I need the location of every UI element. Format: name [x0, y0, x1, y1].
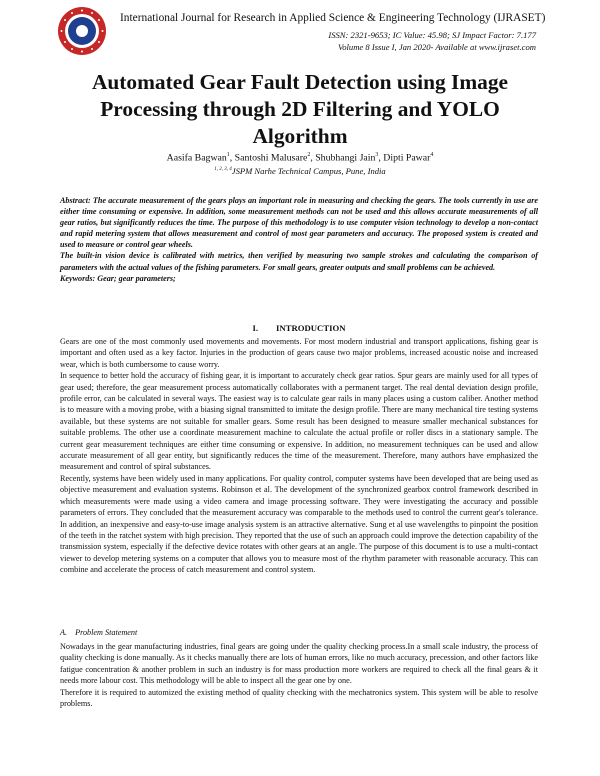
- journal-name: International Journal for Research in Applied Science & Engineering Technology (IJRASET): [120, 12, 546, 24]
- section-heading: [60, 323, 538, 333]
- abstract-paragraph: Abstract: The accurate measurement of the gears plays an important role in measuring and checking the gears. The tools currently in use are either time consuming or expensive. In addition, some measurement methods can not be used and this allows accurate measurements of all gear ratios, but significantly reduces the time. The purpose of this methodology is to use computer vision technology to develop a non-contact and rapid metering system that allows measurement and control of most gear parameters and accuracy. The proposed system is created and used to measure or control gear wheels.: [60, 196, 538, 250]
- author-sup: 4: [430, 152, 434, 158]
- author-name: Santoshi Malusare: [234, 152, 308, 164]
- section-number: I.: [252, 323, 259, 333]
- ijraset-seal-logo: [57, 6, 107, 56]
- paper-title: Automated Gear Fault Detection using Image Processing through 2D Filtering and YOLO Algorithm: [91, 70, 509, 148]
- volume-line: Volume 8 Issue I, Jan 2020- Available at www.ijraset.com: [337, 42, 536, 52]
- keywords: Keywords: Gear; gear parameters;: [60, 273, 176, 283]
- body-paragraph: In sequence to better hold the accuracy of fishing gear, it is important to accurately check gear ratios. Spur gears are mainly used for all types of gear used; therefore, the gear measurement process automatically collaborates with a permanent target. The real dental deviation design profile, profile error, can be calculated in several ways. The easiest way is to calculate gear rails in many places using a custom caliber. Another method is to measure with a moving probe, with a biasing signal transmitted to imitate the design profile. There are many mechanical tire testing systems available, but these systems are not suitable for smaller gears. Some result has been designed to measure smaller mechanical substances for suitable problems. The other use a coordinate measurement machine to calculate the actual profile or roller discs in a stationary sample. The current gear measurement techniques are either time consuming or expensive. In addition, no measurement techniques can be used and allow accurate measurement of all gear entity, but significantly reduces the time of the measurement. Therefore, many authors have emphasized the measurement and control of spiral substances.: [60, 371, 538, 472]
- subsection-title: Problem Statement: [75, 628, 138, 637]
- affiliation-sup: 1, 2, 3, 4: [214, 167, 232, 173]
- body-paragraph: Gears are one of the most commonly used movements and movements. For most modern industrial and transport applications, fishing gear is important and often used as a key factor. Injuries in the production of gears cause two major problems, increased acoustic noise and increased wear, which is both cumbersome to cause worry.: [60, 337, 538, 369]
- body-paragraph: Therefore it is required to automized the existing method of quality checking with the mechatronics system. This system will be able to resolve problems.: [60, 687, 538, 709]
- affiliation: [60, 166, 540, 176]
- subsection-body: [60, 641, 538, 709]
- subsection-heading: [60, 628, 137, 637]
- section-body: [60, 336, 538, 576]
- author-list: Aasifa Bagwan$^1$, Santoshi Malusare$^2$, Shubhangi Jain$^3$, Dipti Pawar$^4$: [166, 152, 434, 164]
- subsection-label: A.: [60, 628, 68, 637]
- abstract: [60, 195, 538, 284]
- body-paragraph: Nowadays in the gear manufacturing industries, final gears are going under the quality checking process.In a small scale industry, the process of quality checking is done manually. As it checks manually there are lots of human errors, like no much accuracy, precession, and other factors like fatigue concentration & another problem in such an industry is for mass production more workers are required to check all the final gears & it needs more labour cost. This methodology will be able to inspect all the gear one by one.: [60, 642, 538, 686]
- body-paragraph: Recently, systems have been widely used in many applications. For quality control, computer systems have been developed that are being used as objective measurement and evaluation systems. Robinson et al. The development of the synchronized gearbox control framework described in which measurements were made using a video camera and image processing software. They were investigating the accuracy and possible parameters of errors. They concluded that the measurement accuracy was comparable to the methods used to control the current gear's tolerance. In addition, an inexpensive and easy-to-use image analysis system is an attractive alternative. Sung et al use wavelengths to pinpoint the position of the teeth in the ratchet system with high precision. They reported that the use of such an approach could improve the detection capability of the transmission system, especially if the defective device rotates with other gears at an angle. The purpose of this document is to use a multi-contact viewer to develop metering systems on a computer that allows you to measure most of the rhythm parameter with reasonable accuracy. This can combine and accelerate the process of catch measurement and control system.: [60, 473, 538, 575]
- section-title: INTRODUCTION: [276, 323, 346, 333]
- author-name: Dipti Pawar: [383, 152, 431, 164]
- issn-line: ISSN: 2321-9653; IC Value: 45.98; SJ Impact Factor: 7.177: [328, 30, 536, 40]
- author-name: Shubhangi Jain: [315, 152, 376, 164]
- author-name: Aasifa Bagwan: [166, 152, 227, 164]
- affiliation-text: JSPM Narhe Technical Campus, Pune, India: [231, 166, 386, 176]
- abstract-paragraph: The built-in vision device is calibrated with metrics, then verified by measuring two sample strokes and calculating the comparison of parameters with the actual values of the fishing parameters. For small gears, greater outputs and small problems can be achieved.: [60, 251, 538, 272]
- author-sup: 1: [226, 152, 230, 158]
- author-sup: 2: [307, 152, 311, 158]
- journal-header: [0, 0, 600, 62]
- author-sup: 3: [375, 152, 379, 158]
